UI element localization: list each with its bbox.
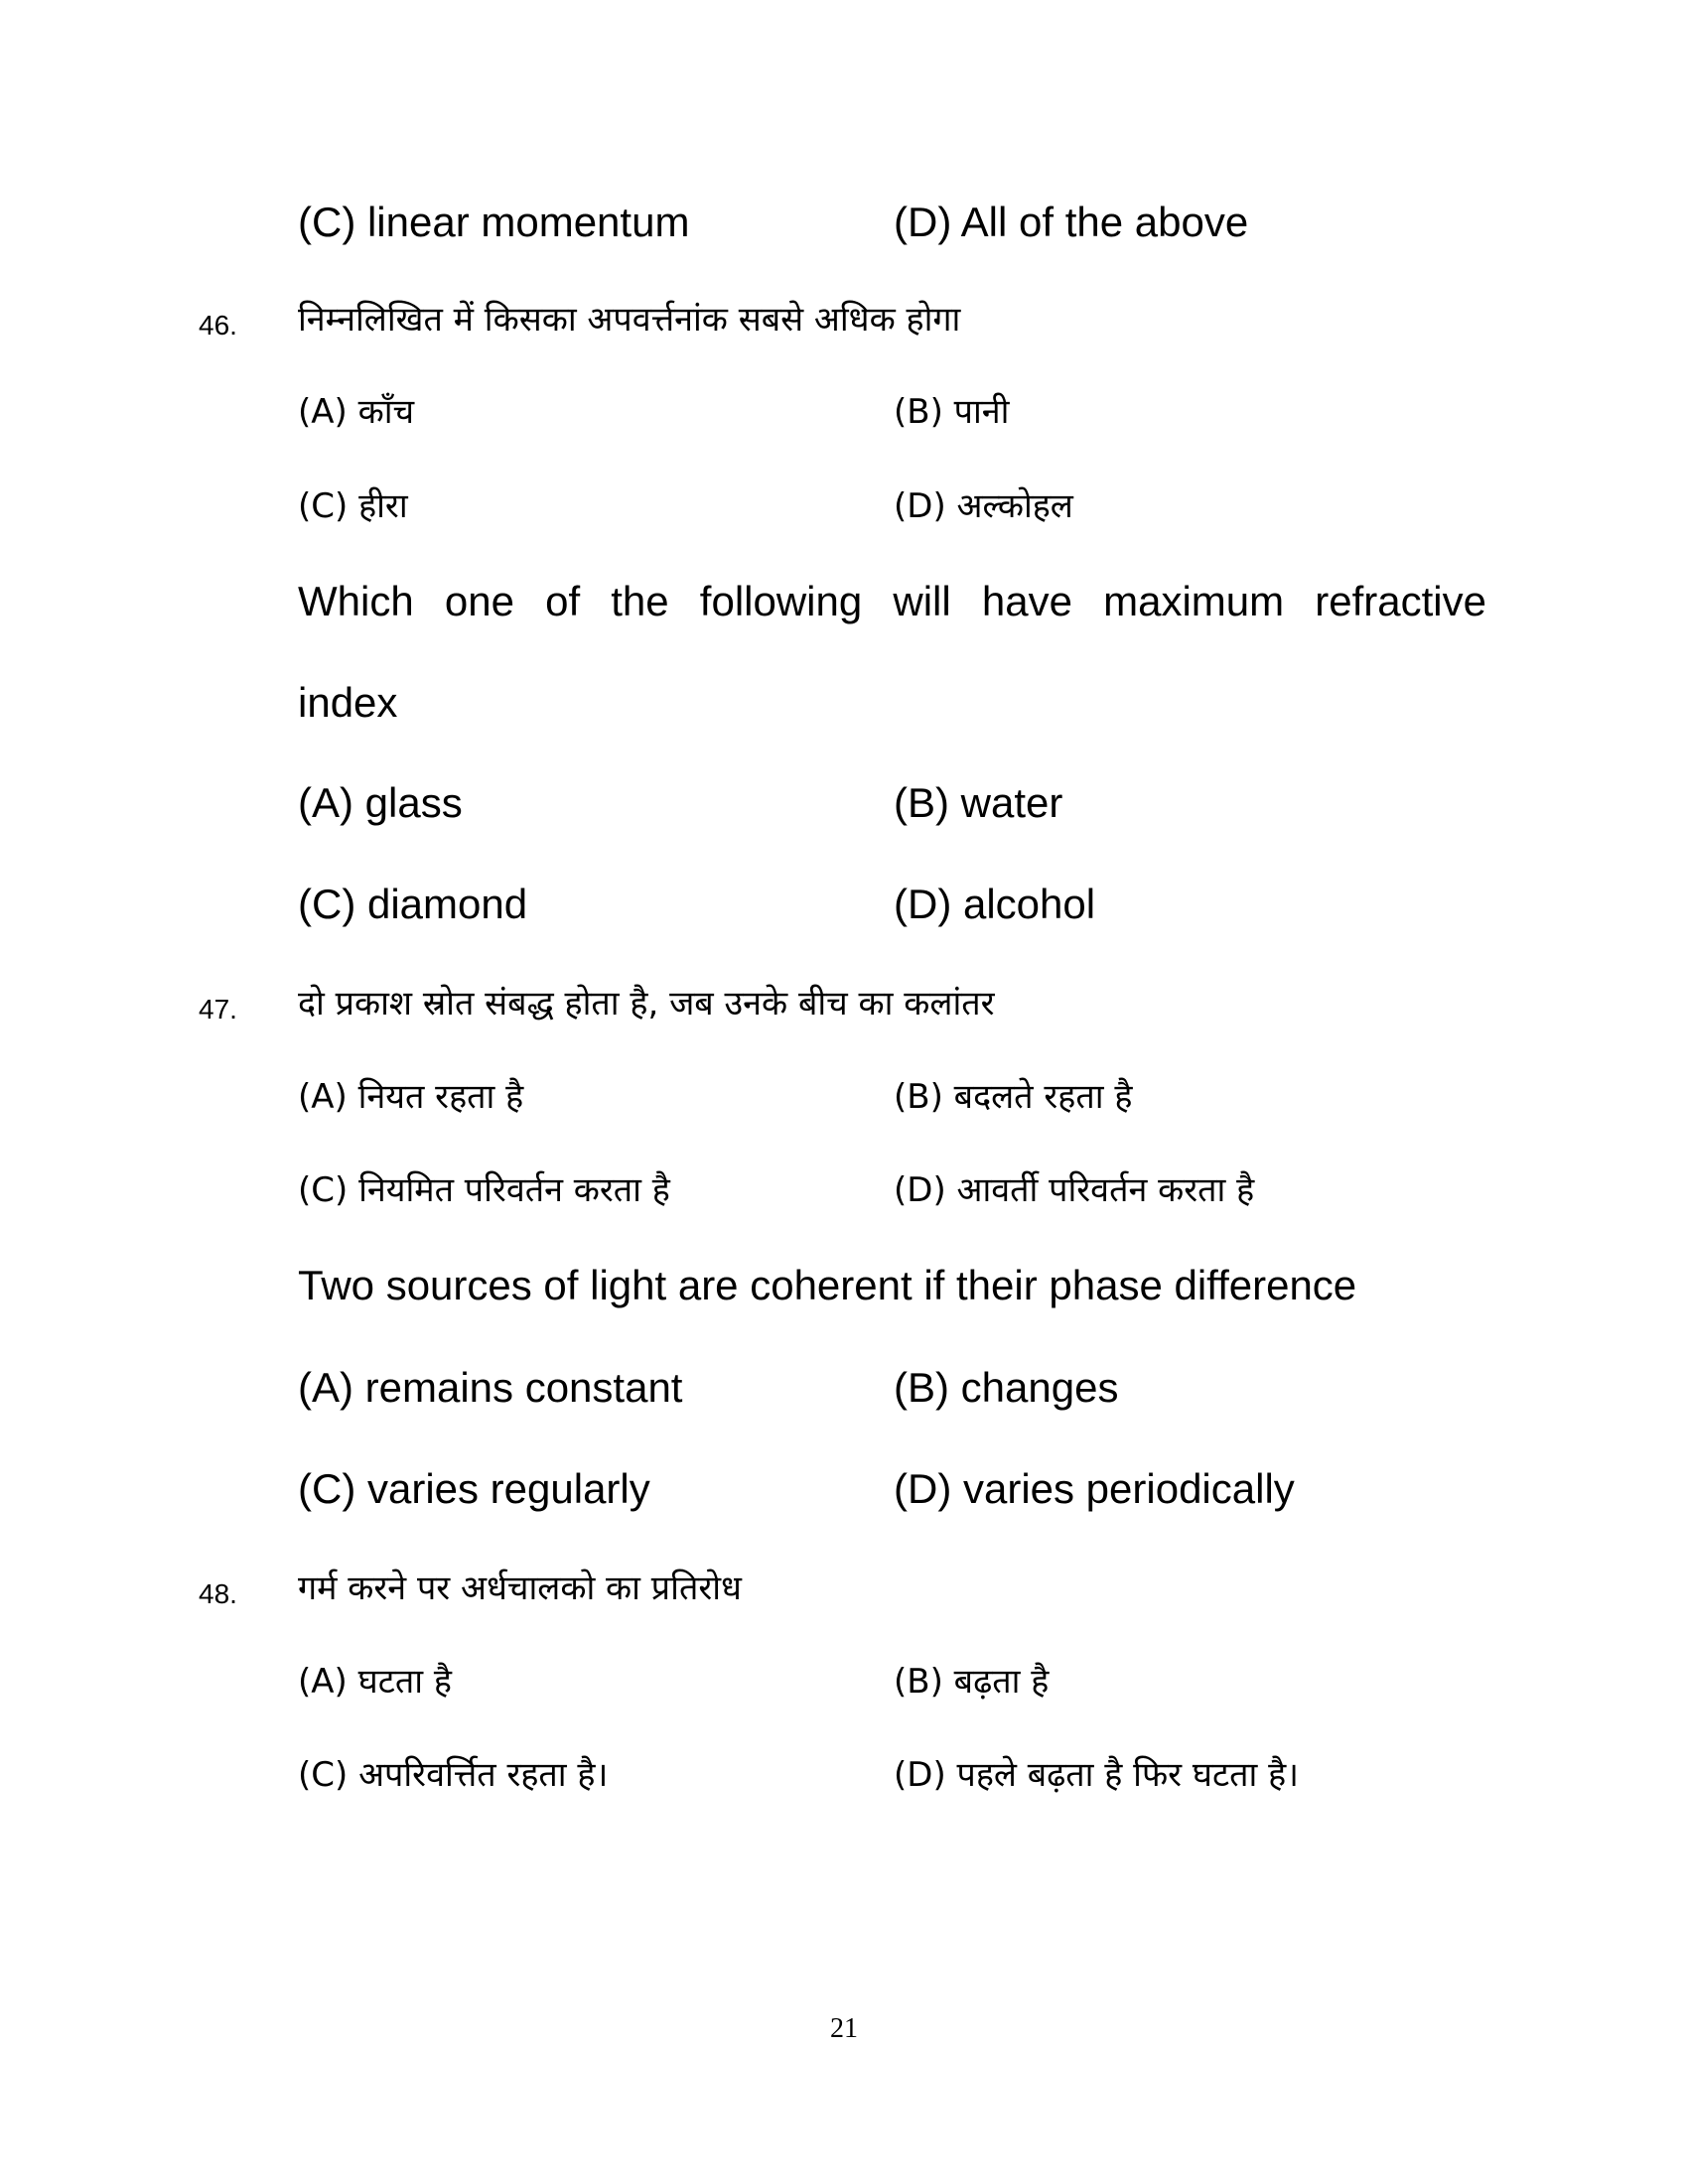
q45-option-c: (C) linear momentum <box>298 199 690 245</box>
q47-question-english: Two sources of light are coherent if their phase difference <box>298 1262 1357 1308</box>
q48-option-c-hindi: (C) अपरिवर्त्तित रहता है। <box>298 1755 609 1795</box>
q47-option-c-english: (C) varies regularly <box>298 1465 650 1512</box>
q46-option-c-hindi: (C) हीरा <box>298 486 408 526</box>
q47-question-hindi: दो प्रकाश स्रोत संबद्ध होता है, जब उनके बीच का कलांतर <box>298 984 995 1024</box>
q46-option-b-hindi: (B) पानी <box>894 392 1010 432</box>
q46-option-b-english: (B) water <box>894 779 1063 826</box>
q47-option-d-english: (D) varies periodically <box>894 1465 1295 1512</box>
q48-option-d-hindi: (D) पहले बढ़ता है फिर घटता है। <box>894 1755 1300 1795</box>
q47-option-b-english: (B) changes <box>894 1364 1119 1411</box>
q46-question-english-line1: Which one of the following will have maximum refractive <box>298 578 1486 624</box>
q46-option-c-english: (C) diamond <box>298 881 528 927</box>
q47-option-c-hindi: (C) नियमित परिवर्तन करता है <box>298 1170 670 1210</box>
q48-option-b-hindi: (B) बढ़ता है <box>894 1662 1050 1702</box>
q47-option-a-english: (A) remains constant <box>298 1364 683 1411</box>
question-number-48: 48. <box>199 1578 237 1609</box>
q46-question-english-line2: index <box>298 679 398 726</box>
q47-option-b-hindi: (B) बदलते रहता है <box>894 1077 1133 1117</box>
q46-option-d-hindi: (D) अल्कोहल <box>894 486 1073 526</box>
q48-option-a-hindi: (A) घटता है <box>298 1662 452 1702</box>
q48-question-hindi: गर्म करने पर अर्धचालको का प्रतिरोध <box>298 1569 742 1608</box>
question-number-46: 46. <box>199 310 237 341</box>
q46-option-d-english: (D) alcohol <box>894 881 1096 927</box>
page-number: 21 <box>830 2013 858 2044</box>
q47-option-d-hindi: (D) आवर्ती परिवर्तन करता है <box>894 1170 1255 1210</box>
q47-option-a-hindi: (A) नियत रहता है <box>298 1077 524 1117</box>
q46-question-hindi: निम्नलिखित में किसका अपवर्त्तनांक सबसे अधिक होगा <box>298 300 961 340</box>
question-number-47: 47. <box>199 994 237 1024</box>
q45-option-d: (D) All of the above <box>894 199 1249 245</box>
q46-option-a-english: (A) glass <box>298 779 463 826</box>
q46-option-a-hindi: (A) काँच <box>298 392 415 432</box>
